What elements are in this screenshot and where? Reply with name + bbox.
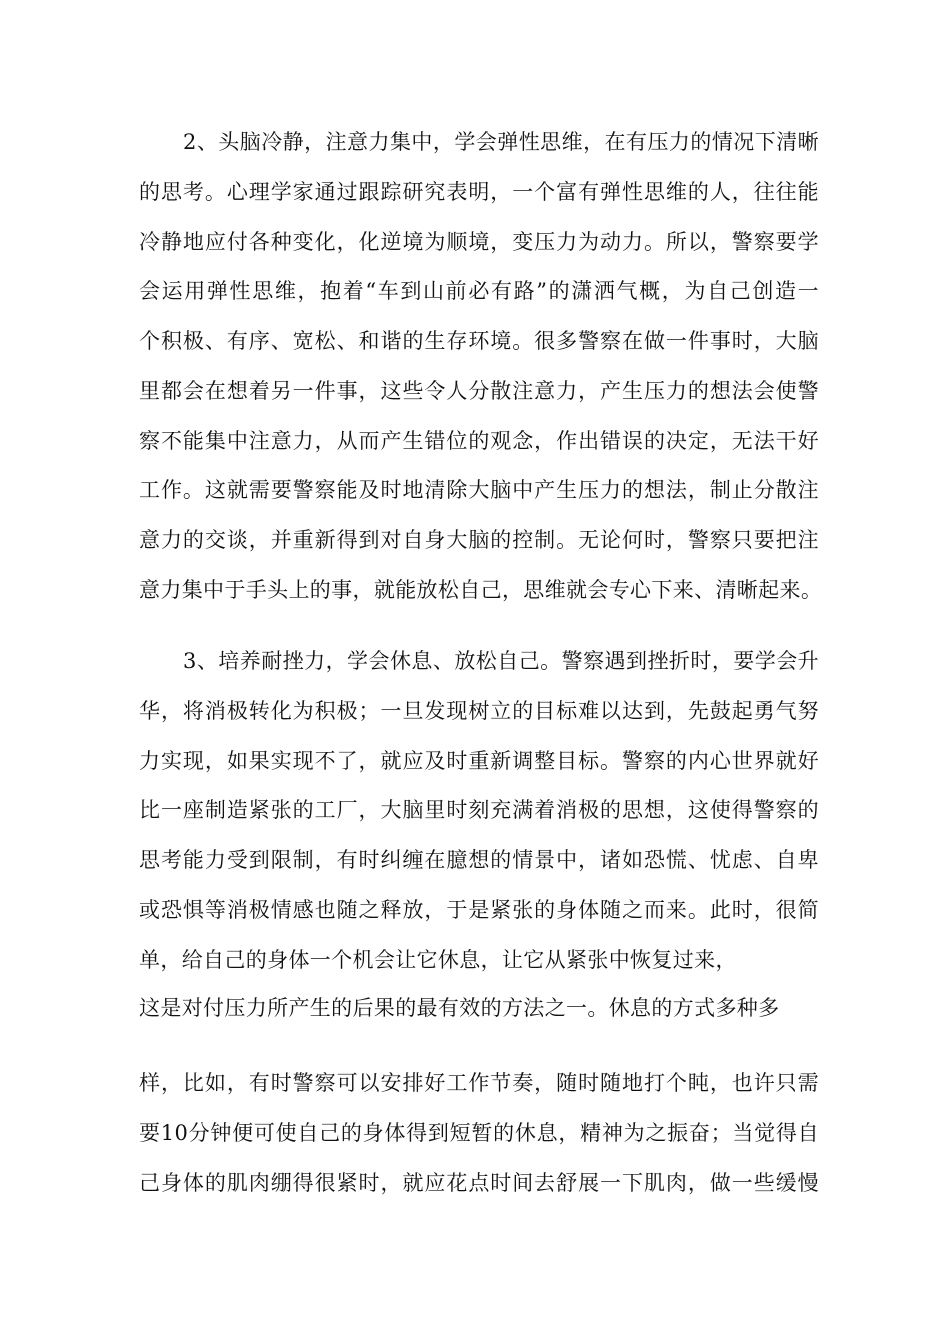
paragraph-2-line-8: 工作。这就需要警察能及时地清除大脑中产生压力的想法，制止分散注	[139, 478, 819, 502]
paragraph-3-line-7: 单，给自己的身体一个机会让它休息，让它从紧张中恢复过来，	[139, 948, 737, 972]
paragraph-3-line-6: 或恐惧等消极情感也随之释放，于是紧张的身体随之而来。此时，很简	[139, 898, 819, 922]
paragraph-2-line-2: 的思考。心理学家通过跟踪研究表明，一个富有弹性思维的人，往往能	[139, 180, 819, 204]
paragraph-2-line-7: 察不能集中注意力，从而产生错位的观念，作出错误的决定，无法干好	[139, 429, 819, 453]
paragraph-2-line-6: 里都会在想着另一件事，这些令人分散注意力，产生压力的想法会使警	[139, 379, 819, 403]
paragraph-2-line-4: 会运用弹性思维，抱着“车到山前必有路”的潇洒气概，为自己创造一	[139, 279, 819, 303]
paragraph-3-line-5: 思考能力受到限制，有时纠缠在臆想的情景中，诸如恐慌、忧虑、自卑	[139, 848, 819, 872]
paragraph-2-line-3: 冷静地应付各种变化，化逆境为顺境，变压力为动力。所以，警察要学	[139, 230, 819, 254]
paragraph-3-line-10: 要10分钟便可使自己的身体得到短暂的休息，精神为之振奋；当觉得自	[139, 1121, 819, 1145]
paragraph-3-line-9: 样，比如，有时警察可以安排好工作节奏，随时随地打个盹，也许只需	[139, 1071, 819, 1095]
paragraph-3-line-2: 华，将消极转化为积极；一旦发现树立的目标难以达到，先鼓起勇气努	[139, 699, 819, 723]
paragraph-2-line-9: 意力的交谈，并重新得到对自身大脑的控制。无论何时，警察只要把注	[139, 528, 819, 552]
paragraph-3-line-3: 力实现，如果实现不了，就应及时重新调整目标。警察的内心世界就好	[139, 749, 819, 773]
paragraph-2-line-1: 2、头脑冷静，注意力集中，学会弹性思维，在有压力的情况下清晰	[183, 130, 819, 154]
paragraph-2-line-10: 意力集中于手头上的事，就能放松自己，思维就会专心下来、清晰起来。	[139, 578, 823, 602]
paragraph-3-line-8: 这是对付压力所产生的后果的最有效的方法之一。休息的方式多种多	[139, 996, 780, 1020]
paragraph-3-line-4: 比一座制造紧张的工厂，大脑里时刻充满着消极的思想，这使得警察的	[139, 798, 819, 822]
paragraph-2-line-5: 个积极、有序、宽松、和谐的生存环境。很多警察在做一件事时，大脑	[139, 329, 819, 353]
paragraph-3-line-11: 己身体的肌肉绷得很紧时，就应花点时间去舒展一下肌肉，做一些缓慢	[139, 1171, 819, 1195]
paragraph-3-line-1: 3、培养耐挫力，学会休息、放松自己。警察遇到挫折时，要学会升	[183, 649, 819, 673]
